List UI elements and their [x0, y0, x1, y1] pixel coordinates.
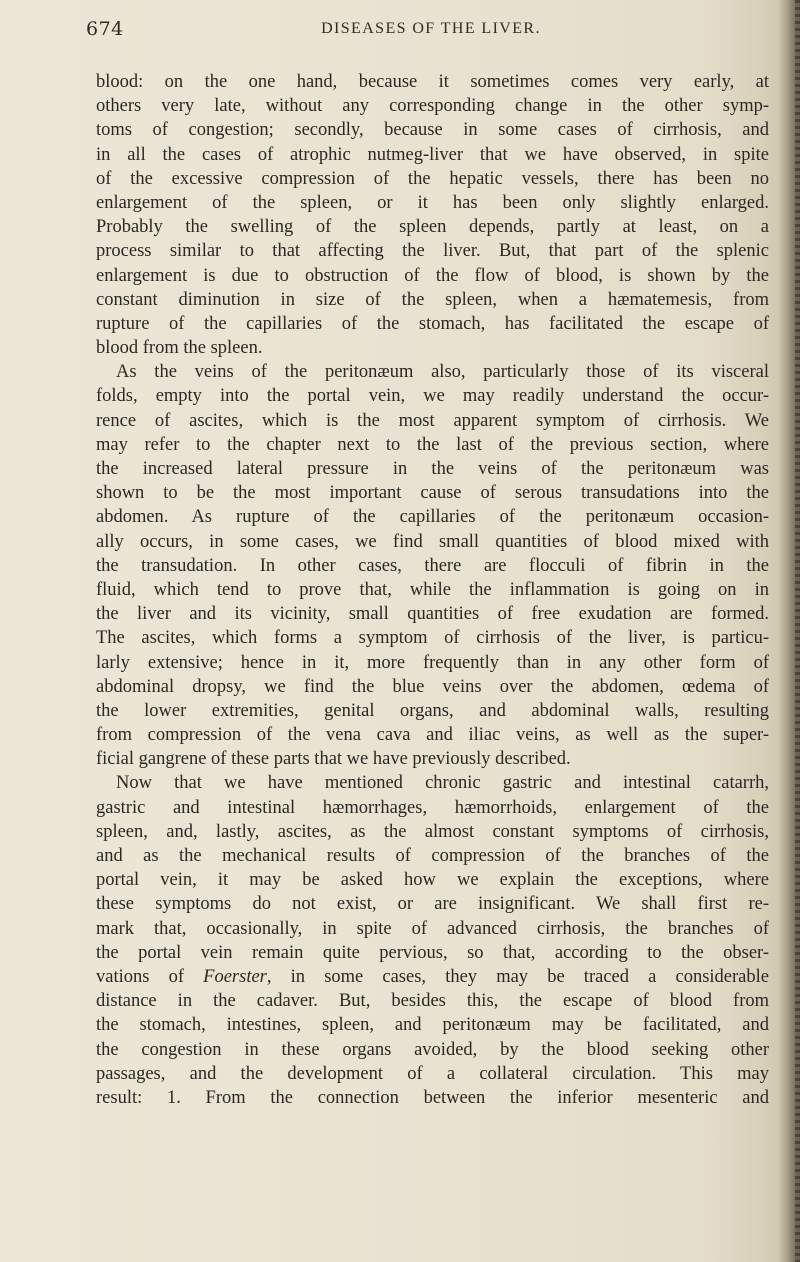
text-line: blood from the spleen. [96, 338, 263, 359]
text-line: gastric and intestinal hæmorrhages, hæmorrhoids, enlargement of the [96, 797, 769, 818]
text-fragment: vations of [96, 966, 204, 987]
body-text [96, 70, 769, 1110]
page-number: 674 [86, 18, 124, 40]
text-line: spleen, and, lastly, ascites, as the almost constant symptoms of cirrhosis, [96, 821, 769, 842]
text-line: the congestion in these organs avoided, by the blood seeking other [96, 1039, 769, 1060]
text-line: passages, and the development of a collateral circulation. This may [96, 1063, 769, 1084]
text-line: rence of ascites, which is the most apparent symptom of cirrhosis. We [96, 410, 769, 431]
text-line: Probably the swelling of the spleen depends, partly at least, on a [96, 217, 769, 238]
text-line: the increased lateral pressure in the veins of the peritonæum was [96, 459, 769, 479]
text-line: rupture of the capillaries of the stomach, has facilitated the escape of [96, 313, 769, 334]
text-line: the liver and its vicinity, small quantities of free exudation are formed. [96, 604, 769, 625]
text-line: and as the mechanical results of compression of the branches of the [96, 846, 769, 866]
text-line: The ascites, which forms a symptom of cirrhosis of the liver, is particu- [96, 628, 769, 649]
text-line: result: 1. From the connection between the inferior mesenteric and [96, 1087, 769, 1108]
text-line: portal vein, it may be asked how we explain the exceptions, where [96, 870, 769, 891]
text-line-with-citation [96, 965, 769, 989]
text-line: enlargement is due to obstruction of the flow of blood, is shown by the [96, 265, 769, 286]
text-line: distance in the cadaver. But, besides this, the escape of blood from [96, 991, 769, 1012]
text-line: mark that, occasionally, in spite of advanced cirrhosis, the branches of [96, 918, 769, 939]
text-line: toms of congestion; secondly, because in some cases of cirrhosis, and [96, 120, 769, 141]
text-line: the stomach, intestines, spleen, and peritonæum may be facilitated, and [96, 1015, 769, 1036]
text-line: the transudation. In other cases, there are flocculi of fibrin in the [96, 555, 769, 576]
running-head [86, 18, 776, 48]
text-line: As the veins of the peritonæum also, particularly those of its visceral [116, 362, 769, 383]
text-line: larly extensive; hence in it, more frequently than in any other form of [96, 652, 769, 673]
text-line: from compression of the vena cava and iliac veins, as well as the super- [96, 725, 769, 746]
text-line: in all the cases of atrophic nutmeg-liver that we have observed, in spite [96, 144, 769, 165]
text-line: of the excessive compression of the hepatic vessels, there has been no [96, 168, 769, 189]
text-line: fluid, which tend to prove that, while the inflammation is going on in [96, 579, 769, 600]
text-line: process similar to that affecting the liver. But, that part of the splenic [96, 241, 769, 262]
author-name-italic: Foerster [203, 966, 267, 987]
text-line: these symptoms do not exist, or are insignificant. We shall first re- [96, 894, 769, 915]
page-binding-edge [778, 0, 800, 1262]
text-line: others very late, without any corresponding change in the other symp- [96, 96, 769, 117]
text-line: ally occurs, in some cases, we find small quantities of blood mixed with [96, 531, 769, 552]
text-line: Now that we have mentioned chronic gastric and intestinal catarrh, [116, 773, 769, 794]
text-line: the portal vein remain quite pervious, so that, according to the obser- [96, 942, 769, 963]
text-line: abdomen. As rupture of the capillaries of the peritonæum occasion- [96, 507, 769, 528]
text-fragment: , in some cases, they may be traced a considerable [266, 966, 769, 987]
text-line: may refer to the chapter next to the last of the previous section, where [96, 434, 769, 455]
text-line: shown to be the most important cause of serous transudations into the [96, 483, 769, 504]
text-line: abdominal dropsy, we find the blue veins over the abdomen, œdema of [96, 676, 769, 697]
text-line: folds, empty into the portal vein, we may readily understand the occur- [96, 386, 769, 407]
text-line: ficial gangrene of these parts that we have previously described. [96, 749, 571, 770]
text-line: enlargement of the spleen, or it has been only slightly enlarged. [96, 192, 769, 213]
running-head-title: DISEASES OF THE LIVER. [321, 20, 541, 37]
text-line: constant diminution in size of the spleen, when a hæmatemesis, from [96, 289, 769, 310]
text-line: blood: on the one hand, because it sometimes comes very early, at [96, 72, 769, 92]
text-line: the lower extremities, genital organs, and abdominal walls, resulting [96, 700, 769, 721]
